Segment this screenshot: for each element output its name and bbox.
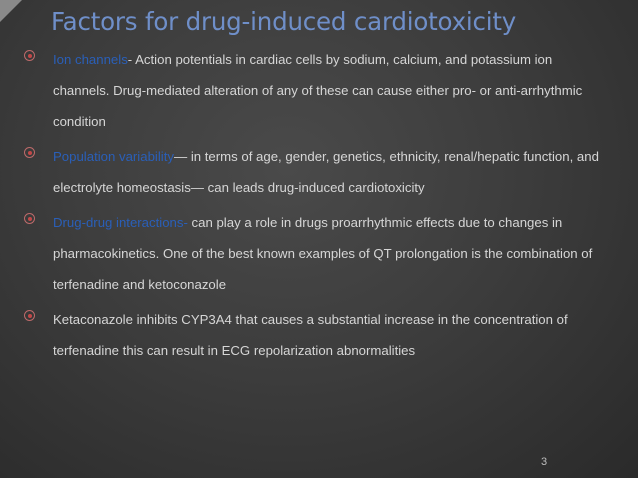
slide-title: Factors for drug-induced cardiotoxicity [51,7,517,36]
bullet-text [53,141,604,203]
bullet-keyword: Drug-drug interactions- [53,215,188,230]
bullet-item-drug-drug-interactions [24,207,604,300]
bullet-body: - Action potentials in cardiac cells by sodium, calcium, and potassium ion channels. Drug-mediated alteration of any of these can cause either pro- or anti-arrhythmic condition [53,52,583,129]
bullet-text [53,304,604,366]
corner-accent [0,0,22,22]
bullet-body: Ketaconazole inhibits CYP3A4 that causes a substantial increase in the concentration of terfenadine this can result in ECG repolarization abnormalities [53,312,568,358]
bullet-keyword: Ion channels [53,52,128,67]
bullet-item-ion-channels [24,44,604,137]
bullet-marker-icon [24,147,35,158]
bullet-marker-icon [24,213,35,224]
bullet-item-population-variability [24,141,604,203]
bullet-keyword: Population variability [53,149,174,164]
bullet-text [53,207,604,300]
bullet-marker-icon [24,50,35,61]
bullet-body: can play a role in drugs proarrhythmic effects due to changes in pharmacokinetics. One of the best known examples of QT prolongation is the combination of terfenadine and ketoconazole [53,215,593,292]
page-number: 3 [541,456,548,468]
bullet-item-ketaconazole [24,304,604,366]
bullet-body: — in terms of age, gender, genetics, ethnicity, renal/hepatic function, and electrolyte homeostasis— can leads drug-induced cardiotoxicity [53,149,599,195]
bullet-text [53,44,604,137]
bullet-list [24,44,604,370]
bullet-marker-icon [24,310,35,321]
